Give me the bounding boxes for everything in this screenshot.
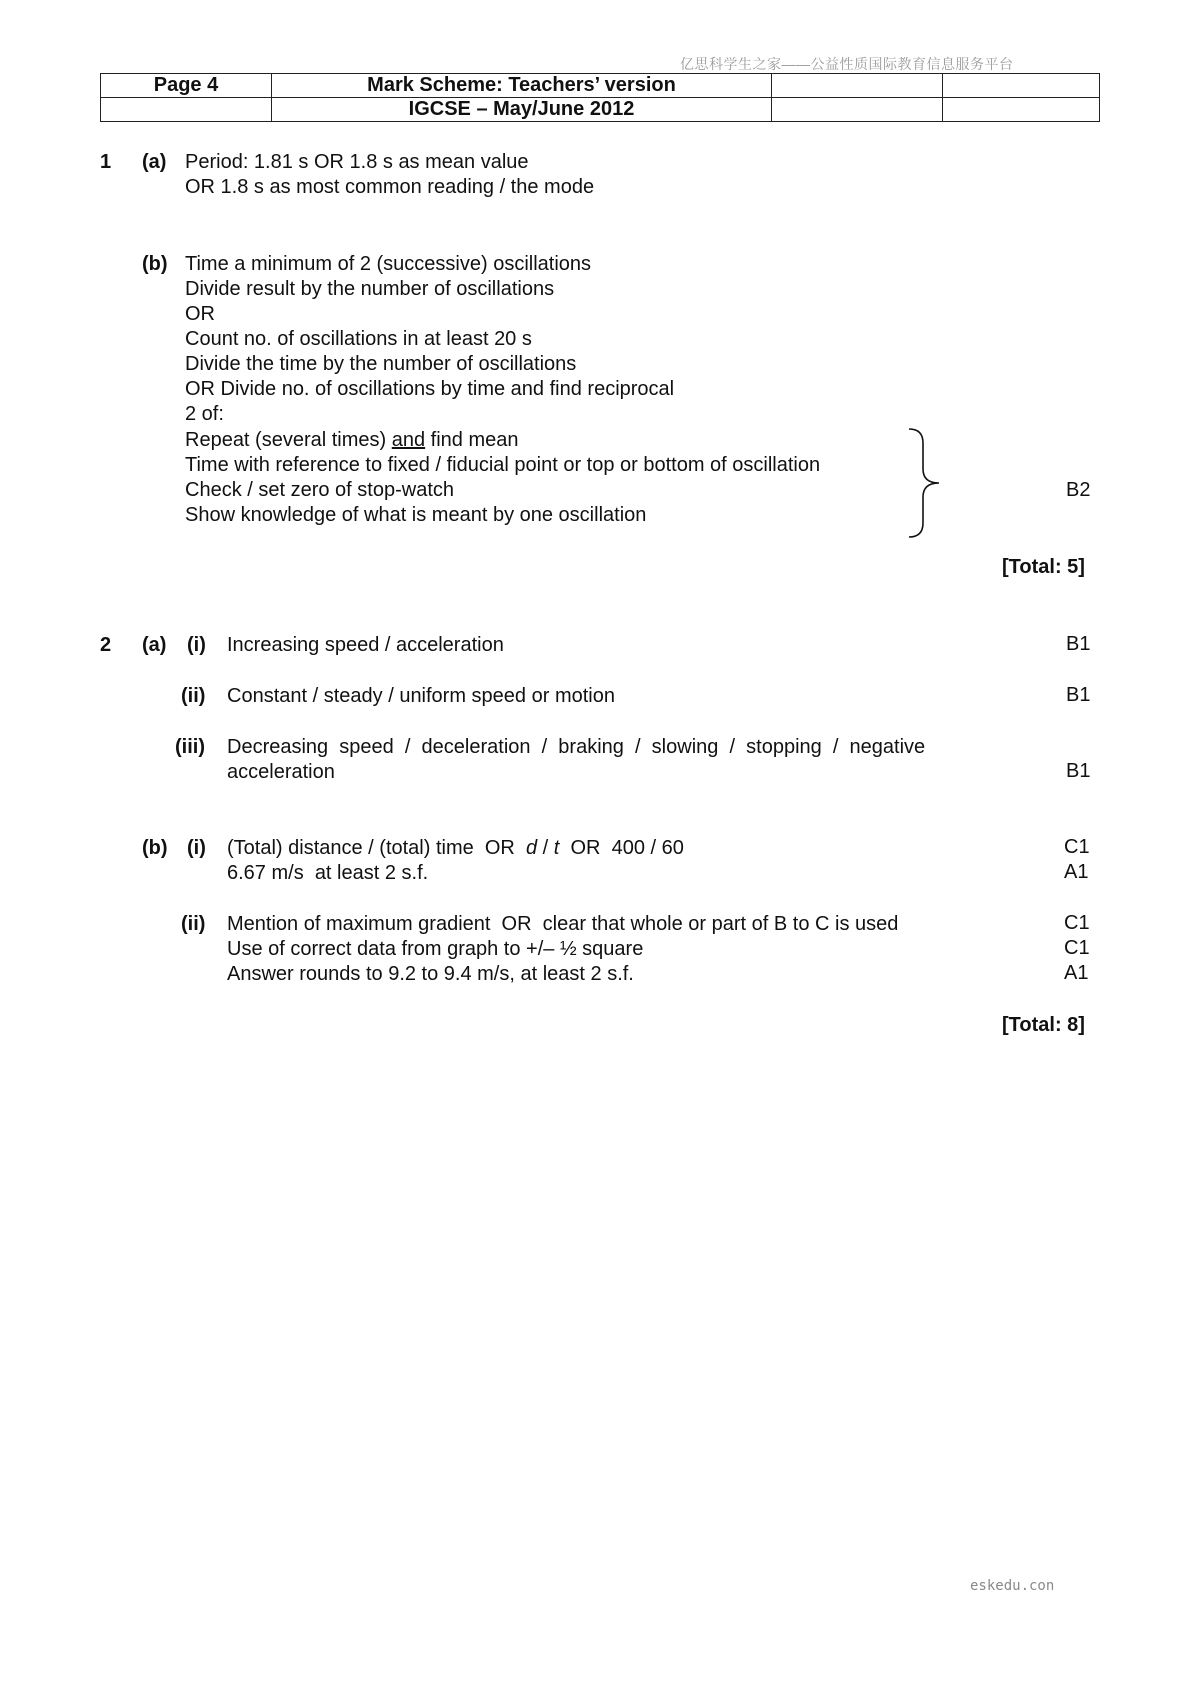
page-header-table — [100, 73, 1100, 122]
mark-allocation: A1 — [1064, 962, 1089, 984]
answer-line: 6.67 m/s at least 2 s.f. — [227, 862, 429, 884]
mark-allocation: B2 — [1066, 479, 1091, 501]
answer-line — [227, 836, 684, 861]
mark-allocation: C1 — [1064, 937, 1090, 959]
part-label: (a) — [142, 634, 167, 656]
mark-allocation: C1 — [1064, 912, 1090, 934]
answer-line: Time a minimum of 2 (successive) oscillations — [185, 253, 592, 275]
answer-line: Increasing speed / acceleration — [227, 634, 504, 656]
part-label: (b) — [142, 253, 168, 275]
answer-line: Count no. of oscillations in at least 20 s — [185, 328, 532, 350]
answer-text: OR 400 / 60 — [559, 837, 684, 859]
empty-cell — [943, 74, 1100, 98]
answer-line: Use of correct data from graph to +/– ½ square — [227, 938, 644, 960]
empty-cell — [943, 98, 1100, 122]
page-number: Page 4 — [101, 74, 272, 98]
part-label: (a) — [142, 151, 167, 173]
mark-allocation: C1 — [1064, 836, 1090, 858]
footer-site-text: eskedu.con — [970, 1578, 1055, 1594]
answer-line: OR — [185, 303, 215, 325]
question-total: [Total: 5] — [1002, 556, 1085, 578]
answer-line — [185, 428, 519, 453]
mark-allocation: B1 — [1066, 760, 1091, 782]
answer-line: Divide the time by the number of oscillations — [185, 353, 577, 375]
answer-text: find mean — [425, 429, 519, 451]
question-total: [Total: 8] — [1002, 1014, 1085, 1036]
question-number: 1 — [100, 151, 112, 173]
subpart-label: (i) — [187, 837, 206, 859]
mark-allocation: B1 — [1066, 633, 1091, 655]
right-brace-icon — [905, 427, 945, 539]
exam-session: IGCSE – May/June 2012 — [272, 98, 772, 122]
subpart-label: (ii) — [181, 685, 206, 707]
question-number: 2 — [100, 634, 112, 656]
answer-line: 2 of: — [185, 403, 224, 425]
answer-line: Show knowledge of what is meant by one oscillation — [185, 504, 647, 526]
answer-line: OR 1.8 s as most common reading / the mode — [185, 176, 595, 198]
answer-line: Constant / steady / uniform speed or motion — [227, 685, 615, 707]
answer-line: OR Divide no. of oscillations by time and find reciprocal — [185, 378, 675, 400]
answer-line: Answer rounds to 9.2 to 9.4 m/s, at least 2 s.f. — [227, 963, 634, 985]
answer-line: Divide result by the number of oscillations — [185, 278, 555, 300]
answer-line: Decreasing speed / deceleration / braking / slowing / stopping / negative — [227, 736, 926, 758]
variable-t: t — [553, 837, 560, 859]
subpart-label: (ii) — [181, 913, 206, 935]
answer-line: Time with reference to fixed / fiducial point or top or bottom of oscillation — [185, 454, 821, 476]
answer-line: Period: 1.81 s OR 1.8 s as mean value — [185, 151, 529, 173]
subpart-label: (i) — [187, 634, 206, 656]
answer-line: Mention of maximum gradient OR clear that whole or part of B to C is used — [227, 913, 899, 935]
watermark-text: 亿思科学生之家——公益性质国际教育信息服务平台 — [680, 56, 1014, 72]
subpart-label: (iii) — [175, 736, 205, 758]
empty-cell — [772, 98, 943, 122]
answer-text: (Total) distance / (total) time OR — [227, 837, 526, 859]
part-label: (b) — [142, 837, 168, 859]
mark-allocation: B1 — [1066, 684, 1091, 706]
underlined-word: and — [391, 429, 426, 451]
empty-cell — [101, 98, 272, 122]
mark-allocation: A1 — [1064, 861, 1089, 883]
answer-text: / — [537, 837, 554, 859]
variable-d: d — [525, 837, 538, 859]
empty-cell — [772, 74, 943, 98]
answer-line: acceleration — [227, 761, 335, 783]
answer-text: Repeat (several times) — [185, 429, 392, 451]
answer-line: Check / set zero of stop-watch — [185, 479, 455, 501]
document-title: Mark Scheme: Teachers’ version — [272, 74, 772, 98]
